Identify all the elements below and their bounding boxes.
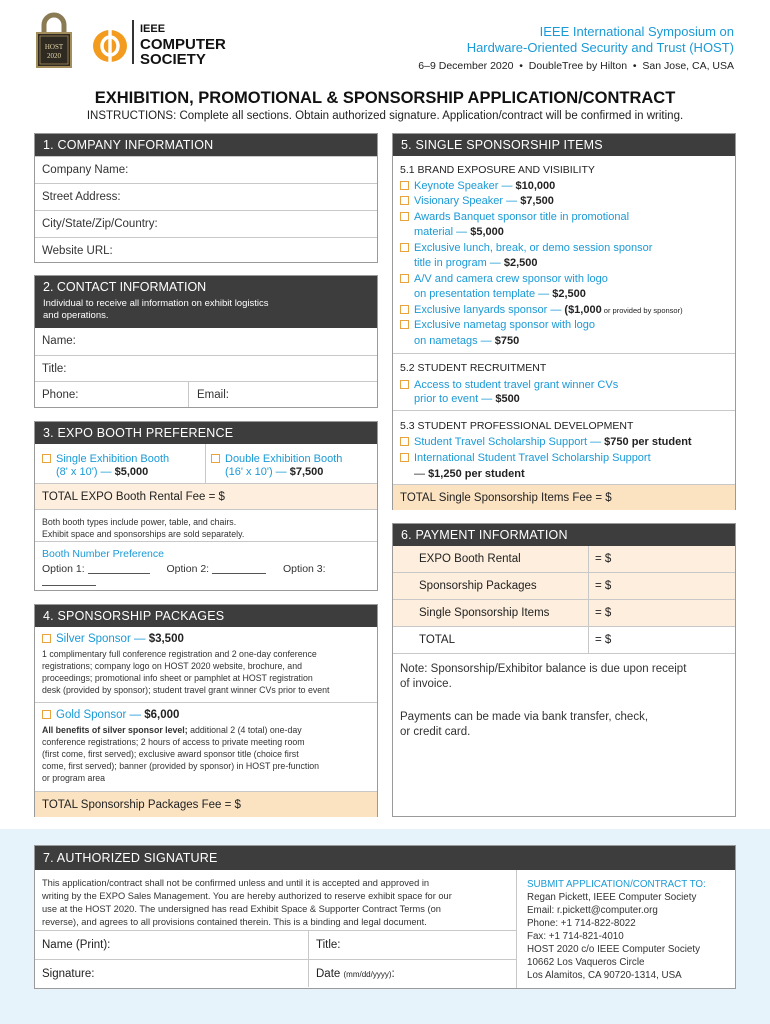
total-packages-fee-label: TOTAL Sponsorship Packages Fee = $ (42, 799, 241, 811)
date-field[interactable] (309, 960, 395, 987)
booth-options (35, 444, 377, 484)
signature-title-field[interactable] (309, 931, 341, 959)
payment-row-value[interactable]: = $ (595, 580, 612, 592)
total-packages-fee[interactable] (35, 791, 377, 817)
lanyards-price: ($1,000 (564, 303, 602, 316)
student-development-title: 5.3 STUDENT PROFESSIONAL DEVELOPMENT (400, 420, 634, 432)
authorized-signature-section (34, 845, 736, 989)
city-state-field[interactable] (35, 210, 377, 237)
event-info (418, 24, 734, 72)
gold-desc-2: conference registrations; 2 hours of access to private meeting room (42, 737, 305, 747)
lunch-label-2: title in program — (414, 257, 504, 269)
contact-information-section (34, 275, 378, 408)
page-title: EXHIBITION, PROMOTIONAL & SPONSORSHIP APPLICATION/CONTRACT (94, 89, 676, 107)
email-field[interactable] (189, 382, 229, 407)
payment-row-value[interactable]: = $ (595, 634, 612, 646)
signature-field[interactable] (35, 960, 309, 987)
student-development-group (393, 411, 735, 484)
payment-row-label: Single Sponsorship Items (393, 600, 589, 626)
logo-divider (132, 20, 134, 64)
logo-computer: COMPUTER (140, 36, 226, 53)
phone-label: Phone: (42, 389, 79, 401)
payment-row-label: Sponsorship Packages (393, 573, 589, 599)
submit-line: HOST 2020 c/o IEEE Computer Society (527, 944, 700, 955)
keynote-label: Keynote Speaker — (414, 179, 516, 192)
single-booth-label: Single Exhibition Booth (56, 453, 170, 465)
gold-sponsor-price: $6,000 (144, 709, 180, 721)
cv-price: $500 (495, 393, 520, 405)
nametag-label-2: on nametags — (414, 334, 495, 347)
company-name-field[interactable] (35, 156, 377, 183)
contract-text-1: This application/contract shall not be confirmed unless and until it is accepted and approved in (42, 878, 430, 888)
silver-desc-3: proceedings; promotional info sheet or pamphlet at HOST registration (42, 673, 313, 683)
option3-input[interactable] (42, 576, 96, 586)
banquet-label: Awards Banquet sponsor title in promotional (414, 210, 630, 223)
booth-note-1: Both booth types include power, table, and chairs. (42, 517, 237, 527)
nametag-checkbox[interactable] (400, 320, 409, 329)
lunch-checkbox[interactable] (400, 243, 409, 252)
signature-title-label: Title: (316, 939, 341, 951)
payment-information-section (392, 523, 736, 817)
signature-label: Signature: (42, 968, 95, 980)
contact-name-label: Name: (42, 335, 76, 347)
lunch-option[interactable] (400, 241, 728, 257)
silver-sponsor-option[interactable] (35, 627, 377, 703)
sponsorship-packages-header: 4. SPONSORSHIP PACKAGES (35, 605, 377, 627)
gold-sponsor-checkbox[interactable] (42, 710, 51, 719)
lanyards-checkbox[interactable] (400, 305, 409, 314)
silver-sponsor-label: Silver Sponsor — (56, 633, 149, 645)
visionary-checkbox[interactable] (400, 196, 409, 205)
single-booth-checkbox[interactable] (42, 454, 51, 463)
payment-row-value[interactable]: = $ (595, 607, 612, 619)
payment-note-2: of invoice. (400, 678, 452, 690)
payment-row-label: TOTAL (393, 627, 589, 653)
lanyards-option[interactable] (400, 303, 728, 319)
submit-line: Phone: +1 714-822-8022 (527, 918, 636, 929)
single-sponsorship-header: 5. SINGLE SPONSORSHIP ITEMS (393, 134, 735, 156)
keynote-option[interactable] (400, 179, 728, 195)
booth-note-2: Exhibit space and sponsorships are sold separately. (42, 529, 245, 539)
date-label: Date (316, 968, 344, 980)
sponsorship-packages-section (34, 604, 378, 817)
total-single-items-label: TOTAL Single Sponsorship Items Fee = $ (400, 492, 612, 504)
street-address-label: Street Address: (42, 191, 121, 203)
option2-input[interactable] (212, 564, 266, 574)
contact-information-title: 2. CONTACT INFORMATION (43, 280, 207, 294)
payment-method-2: or credit card. (400, 726, 471, 738)
signature-left (35, 870, 517, 988)
company-information-section (34, 133, 378, 263)
option3-label: Option 3: (282, 563, 326, 575)
payment-row (393, 600, 735, 627)
brand-exposure-title: 5.1 BRAND EXPOSURE AND VISIBILITY (400, 164, 595, 176)
payment-information-header: 6. PAYMENT INFORMATION (393, 524, 735, 546)
contract-text-4: reverse), and agrees to all provisions contained therein. This is a binding and legal document. (42, 917, 427, 927)
double-booth-label: Double Exhibition Booth (225, 453, 343, 465)
total-single-items-fee[interactable] (393, 484, 735, 510)
double-booth-size: (16' x 10') — (225, 466, 290, 478)
silver-desc-1: 1 complimentary full conference registration and 2 one-day conference (42, 649, 317, 659)
single-booth-option[interactable] (35, 444, 206, 483)
phone-field[interactable] (35, 382, 189, 407)
submit-line: 10662 Los Vaqueros Circle (527, 957, 645, 968)
travel-checkbox[interactable] (400, 437, 409, 446)
logo-society: SOCIETY (140, 51, 206, 68)
submit-line: Los Alamitos, CA 90720-1314, USA (527, 970, 682, 981)
submit-title: SUBMIT APPLICATION/CONTRACT TO: (527, 879, 706, 890)
expo-booth-header: 3. EXPO BOOTH PREFERENCE (35, 422, 377, 444)
travel-option[interactable] (400, 434, 728, 450)
submit-line: Regan Pickett, IEEE Computer Society (527, 892, 697, 903)
banquet-label-2: material — (414, 226, 471, 238)
submit-line: Email: r.pickett@computer.org (527, 905, 658, 916)
contact-subtitle-1: Individual to receive all information on exhibit logistics (43, 298, 269, 309)
name-title-row (35, 930, 516, 959)
double-booth-checkbox[interactable] (211, 454, 220, 463)
av-label: A/V and camera crew sponsor with logo (414, 272, 608, 285)
host-seal-line1: HOST (44, 43, 64, 51)
name-print-field[interactable] (35, 931, 309, 959)
intl-dash: — (414, 468, 429, 480)
nametag-label: Exclusive nametag sponsor with logo (414, 319, 595, 331)
event-line2: Hardware-Oriented Security and Trust (HOST) (466, 40, 734, 55)
keynote-price: $10,000 (515, 179, 556, 192)
expo-booth-section (34, 421, 378, 591)
payment-notes (393, 654, 735, 740)
street-address-field[interactable] (35, 183, 377, 210)
gold-desc-1: additional 2 (4 total) one-day (187, 725, 302, 735)
contract-text (35, 870, 516, 930)
authorized-signature-header: 7. AUTHORIZED SIGNATURE (35, 846, 735, 870)
single-booth-price: $5,000 (114, 466, 149, 478)
student-recruitment-group (393, 354, 735, 411)
intl-label: International Student Travel Scholarship Support (414, 452, 651, 464)
gold-bold-text: All benefits of silver sponsor level; (42, 725, 188, 735)
visionary-price: $7,500 (520, 195, 554, 207)
signature-date-row (35, 959, 516, 987)
phi-logo-icon (90, 26, 134, 66)
payment-row (393, 546, 735, 573)
date-colon: : (391, 968, 395, 980)
phone-email-row (35, 381, 377, 407)
booth-number-preference (35, 542, 377, 587)
contact-name-field[interactable] (35, 328, 377, 355)
cv-option[interactable] (400, 378, 728, 392)
banquet-price: $5,000 (470, 226, 504, 238)
logo-ieee: IEEE (140, 23, 166, 35)
lanyards-note: or provided by sponsor) (601, 305, 683, 315)
visionary-label: Visionary Speaker — (414, 195, 521, 207)
total-booth-fee[interactable] (35, 484, 377, 510)
intl-option[interactable] (400, 450, 728, 466)
silver-sponsor-checkbox[interactable] (42, 634, 51, 643)
payment-row (393, 573, 735, 600)
payment-row-value[interactable]: = $ (595, 553, 612, 565)
date-format: (mm/dd/yyyy) (343, 970, 392, 979)
payment-method-1: Payments can be made via bank transfer, check, (400, 711, 649, 723)
host-seal-line2: 2020 (47, 52, 61, 60)
travel-price: $750 per student (604, 436, 692, 448)
option2-label: Option 2: (166, 563, 210, 575)
cv-label-2: prior to event — (414, 393, 496, 405)
contact-title-field[interactable] (35, 355, 377, 381)
double-booth-price: $7,500 (289, 466, 324, 478)
single-booth-size: (8' x 10') — (56, 466, 115, 478)
intl-checkbox[interactable] (400, 453, 409, 462)
payment-note-1: Note: Sponsorship/Exhibitor balance is due upon receipt (400, 663, 687, 675)
nametag-option[interactable] (400, 318, 728, 334)
contact-information-header (35, 276, 377, 328)
intl-price: $1,250 per student (428, 468, 525, 480)
av-price: $2,500 (552, 288, 586, 300)
payment-row (393, 627, 735, 654)
gold-desc-5: or program area (42, 773, 106, 783)
contact-title-label: Title: (42, 363, 67, 375)
payment-row-label: EXPO Booth Rental (393, 546, 589, 572)
submit-line: Fax: +1 714-821-4010 (527, 931, 624, 942)
contact-subtitle-2: and operations. (43, 310, 109, 321)
banquet-checkbox[interactable] (400, 212, 409, 221)
silver-desc-2: registrations; company logo on HOST 2020 website, brochure, and (42, 661, 302, 671)
total-booth-fee-label: TOTAL EXPO Booth Rental Fee = $ (42, 491, 225, 503)
name-print-label: Name (Print): (42, 939, 111, 951)
double-booth-option[interactable] (206, 444, 342, 483)
silver-sponsor-price: $3,500 (148, 633, 184, 645)
company-information-header: 1. COMPANY INFORMATION (35, 134, 377, 156)
gold-sponsor-label: Gold Sponsor — (56, 709, 145, 721)
payment-rows (393, 546, 735, 654)
av-option[interactable] (400, 272, 728, 288)
city-state-label: City/State/Zip/Country: (42, 218, 158, 230)
computer-society-logo (90, 26, 134, 66)
submit-info (517, 870, 706, 988)
contract-text-3: use at the HOST 2020. The undersigned has read Exhibit Space & Supporter Contract Terms (on (42, 904, 441, 914)
contract-text-2: writing by the EXPO Sales Management. You are hereby authorized to reserve exhibit space for our (42, 891, 452, 901)
gold-sponsor-option[interactable] (35, 703, 377, 791)
company-name-label: Company Name: (42, 164, 129, 176)
travel-label: Student Travel Scholarship Support — (414, 436, 605, 448)
lanyards-label: Exclusive lanyards sponsor — (414, 303, 565, 316)
option1-label: Option 1: (42, 563, 85, 575)
event-line3: 6–9 December 2020 • DoubleTree by Hilton • San Jose, CA, USA (418, 60, 734, 72)
student-recruitment-title: 5.2 STUDENT RECRUITMENT (400, 362, 547, 374)
cv-label: Access to student travel grant winner CVs (414, 379, 619, 391)
av-checkbox[interactable] (400, 274, 409, 283)
option1-input[interactable] (88, 564, 150, 574)
lunch-label: Exclusive lunch, break, or demo session sponsor (414, 241, 653, 254)
visionary-option[interactable] (400, 194, 728, 210)
cv-checkbox[interactable] (400, 380, 409, 389)
single-sponsorship-section (392, 133, 736, 510)
booth-pref-title: Booth Number Preference (42, 548, 164, 560)
av-label-2: on presentation template — (414, 288, 553, 300)
instructions: INSTRUCTIONS: Complete all sections. Obtain authorized signature. Application/contract will be confirmed in writing. (86, 110, 684, 122)
email-label: Email: (197, 389, 229, 401)
silver-desc-4: desk (provided by sponsor); student travel grant winner CVs prior to event (42, 685, 330, 695)
submit-lines (527, 891, 706, 982)
brand-exposure-group (393, 156, 735, 354)
website-url-field[interactable] (35, 237, 377, 263)
host-logo (36, 12, 72, 68)
booth-note (35, 510, 377, 542)
keynote-checkbox[interactable] (400, 181, 409, 190)
event-line1: IEEE International Symposium on (539, 24, 734, 39)
banquet-option[interactable] (400, 210, 728, 226)
website-url-label: Website URL: (42, 245, 113, 257)
gold-desc-4: come, first served); banner (provided by sponsor) in HOST pre-function (42, 761, 320, 771)
lunch-price: $2,500 (503, 257, 538, 269)
nametag-price: $750 (494, 334, 520, 347)
gold-desc-3: (first come, first served); exclusive award sponsor title (choice first (42, 749, 299, 759)
